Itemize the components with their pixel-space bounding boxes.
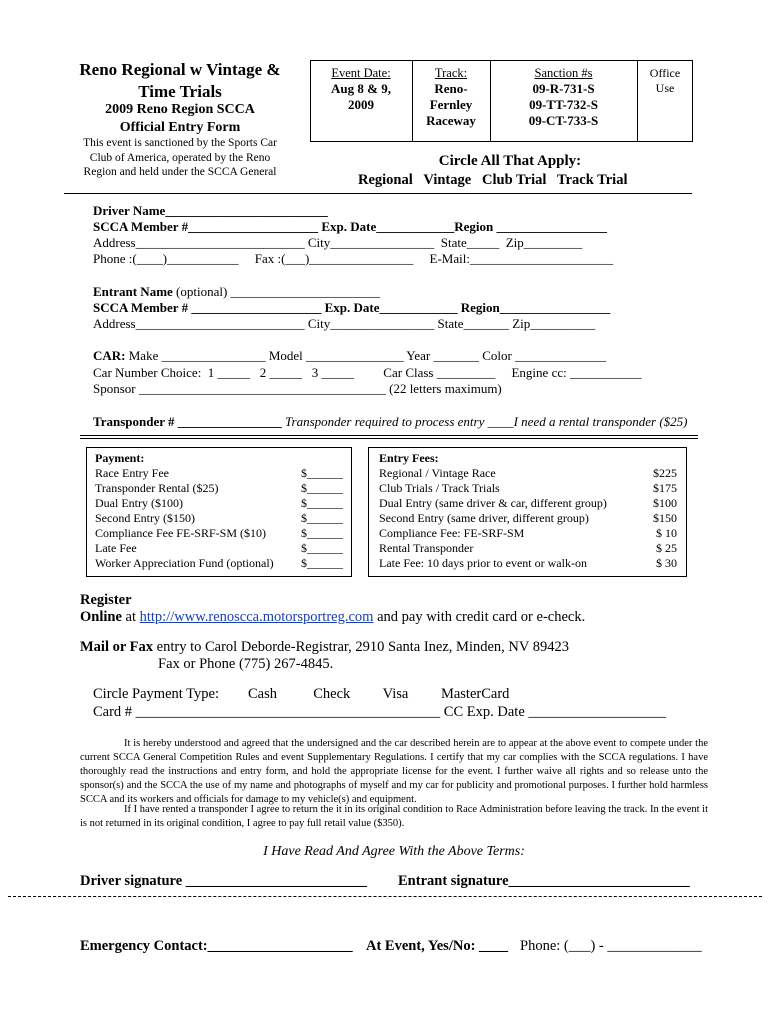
header-right-rule <box>310 193 692 194</box>
entrant-address-field[interactable]: Address__________________________ City________________ State_______ Zip__________ <box>93 316 596 331</box>
fee-row <box>379 541 677 556</box>
fee-row-value: $ 25 <box>656 541 677 555</box>
transponder-label: Transponder # ________________ <box>93 414 282 429</box>
header-left-rule <box>64 193 310 194</box>
track-label: Track: <box>434 66 468 80</box>
fee-row-value: $ 10 <box>656 526 677 540</box>
office-use-2: Use <box>655 81 675 95</box>
form-subtitle-2: Official Entry Form <box>119 120 241 135</box>
payment-row-value[interactable]: $______ <box>301 511 343 525</box>
online-label: Online <box>80 609 122 625</box>
payment-row <box>95 526 343 541</box>
payment-row <box>95 556 343 571</box>
event-date-1: Aug 8 & 9, <box>331 81 391 96</box>
cut-line <box>8 896 762 897</box>
event-title-line2: Time Trials <box>138 82 222 101</box>
card-number-field[interactable]: Card # __________________________________________ CC Exp. Date ___________________ <box>93 704 667 720</box>
agreement-paragraph: It is hereby understood and agreed that the undersigned and the car described herein are to appear at the above event to compete under the current SCCA General Competition Rules and event Supplementary Regulations. I certify that my car complies with the SCCA regulations. I have thoroughly read the instructions and entry form, and hold the appropriate license for the event. I further waive all rights and so release unto the sponsor(s) and the SCCA the use of my name and photographs of myself and my car for publicity and promotional purposes. I further hold harmless SCCA and its workers and officials for damage to my vehicle(s) and equipment. <box>80 738 708 805</box>
payment-row-label: Dual Entry ($100) <box>95 496 183 510</box>
register-heading: Register <box>80 592 132 608</box>
payment-row-value[interactable]: $______ <box>301 496 343 510</box>
track-3: Raceway <box>426 113 476 128</box>
circle-heading: Circle All That Apply: <box>438 153 582 169</box>
form-subtitle-1: 2009 Reno Region SCCA <box>105 102 255 117</box>
event-date-2: 2009 <box>348 97 374 112</box>
online-rest: and pay with credit card or e-check. <box>373 609 586 625</box>
payment-list <box>95 466 343 571</box>
fax-phone-line: Fax or Phone (775) 267-4845. <box>158 656 334 672</box>
fee-row-label: Club Trials / Track Trials <box>379 481 500 495</box>
driver-phone-field[interactable]: Phone :(____)___________ Fax :(___)________________ E-Mail:______________________ <box>93 251 613 266</box>
entrant-signature-field[interactable]: Entrant signature_________________________ <box>398 873 690 889</box>
section-rule <box>80 435 698 436</box>
entry-fees-heading: Entry Fees: <box>379 451 439 465</box>
driver-address-field[interactable]: Address__________________________ City________________ State_____ Zip_________ <box>93 235 583 250</box>
transponder-field[interactable] <box>93 414 688 430</box>
mail-fax-address: entry to Carol Deborde-Registrar, 2910 Santa Inez, Minden, NV 89423 <box>153 639 569 655</box>
entrant-scca-member-field[interactable]: SCCA Member # ____________________ Exp. Date____________ Region_________________ <box>93 300 611 315</box>
car-number-field[interactable]: Car Number Choice: 1 _____ 2 _____ 3 _____ Car Class _________ Engine cc: ___________ <box>93 365 642 380</box>
fee-row <box>379 526 677 541</box>
fee-row-value: $175 <box>653 481 677 495</box>
fee-row-value: $ 30 <box>656 556 677 570</box>
payment-row-value[interactable]: $______ <box>301 541 343 555</box>
driver-signature-field[interactable]: Driver signature _________________________ <box>80 873 368 889</box>
car-make-line: Make ________________ Model _______________ Year _______ Color ______________ <box>125 348 607 363</box>
fee-row-label: Dual Entry (same driver & car, different group) <box>379 496 607 510</box>
sponsor-field[interactable]: Sponsor ______________________________________ (22 letters maximum) <box>93 381 502 396</box>
sanction-label: Sanction #s <box>534 66 593 80</box>
sanction-note-3: Region and held under the SCCA General <box>83 166 277 178</box>
payment-row-label: Second Entry ($150) <box>95 511 195 525</box>
sanction-note-2: Club of America, operated by the Reno <box>89 152 271 164</box>
agree-statement: I Have Read And Agree With the Above Terms: <box>263 844 525 859</box>
payment-row <box>95 466 343 481</box>
fee-row-label: Second Entry (same driver, different group) <box>379 511 589 525</box>
emergency-contact-field[interactable]: Emergency Contact:____________________ <box>80 938 353 954</box>
fee-row-value: $150 <box>653 511 677 525</box>
fee-row-label: Rental Transponder <box>379 541 474 555</box>
online-at: at <box>121 609 140 625</box>
at-event-field[interactable]: At Event, Yes/No: ____ <box>366 938 509 954</box>
fee-row-label: Regional / Vintage Race <box>379 466 496 480</box>
payment-row <box>95 481 343 496</box>
payment-row-label: Race Entry Fee <box>95 466 169 480</box>
event-title-line1: Reno Regional w Vintage & <box>79 60 281 79</box>
mail-fax-line <box>80 639 569 656</box>
payment-type-options[interactable]: Circle Payment Type: Cash Check Visa MasterCard <box>93 686 510 702</box>
fee-row <box>379 496 677 511</box>
sanction-3: 09-CT-733-S <box>528 113 599 128</box>
fee-row <box>379 481 677 496</box>
sanction-1: 09-R-731-S <box>532 81 595 96</box>
transponder-agreement-paragraph: If I have rented a transponder I agree to return the it in its original condition to Race Administration before leaving the track. In the event it is not returned in its original condition, I agree to pay full retail value ($350). <box>80 804 709 829</box>
fee-row <box>379 511 677 526</box>
registration-link[interactable]: http://www.renoscca.motorsportreg.com <box>139 609 374 625</box>
section-rule <box>80 438 698 439</box>
register-online-line <box>80 609 585 626</box>
payment-row <box>95 541 343 556</box>
driver-name-field[interactable]: Driver Name_________________________ <box>93 203 328 218</box>
fee-row-label: Late Fee: 10 days prior to event or walk-on <box>379 556 587 570</box>
payment-row <box>95 511 343 526</box>
payment-row-value[interactable]: $______ <box>301 556 343 570</box>
fee-row-label: Compliance Fee: FE-SRF-SM <box>379 526 525 540</box>
car-label: CAR: <box>93 348 126 363</box>
track-1: Reno- <box>434 81 468 96</box>
payment-row-label: Compliance Fee FE-SRF-SM ($10) <box>95 526 266 540</box>
driver-scca-member-field[interactable]: SCCA Member #____________________ Exp. Date____________Region _________________ <box>93 219 607 234</box>
payment-row-label: Late Fee <box>95 541 137 555</box>
track-2: Fernley <box>429 97 473 112</box>
car-make-field[interactable] <box>93 348 606 364</box>
office-use-1: Office <box>649 66 681 80</box>
sanction-2: 09-TT-732-S <box>529 97 598 112</box>
payment-row-label: Transponder Rental ($25) <box>95 481 219 495</box>
fee-row <box>379 466 677 481</box>
emergency-phone-field[interactable]: Phone: (___) - _____________ <box>520 938 702 954</box>
event-type-options[interactable]: Regional Vintage Club Trial Track Trial <box>358 172 628 188</box>
transponder-note: Transponder required to process entry ____I need a rental transponder ($25) <box>281 414 688 429</box>
entry-fees-list <box>379 466 677 571</box>
payment-row <box>95 496 343 511</box>
entrant-name-label: Entrant Name <box>93 284 173 299</box>
sanction-note-1: This event is sanctioned by the Sports Car <box>83 137 277 149</box>
entrant-name-field[interactable] <box>93 284 380 300</box>
fee-row-value: $225 <box>653 466 677 480</box>
payment-row-value[interactable]: $______ <box>301 481 343 495</box>
payment-row-label: Worker Appreciation Fund (optional) <box>95 556 274 570</box>
entrant-name-blank: (optional) _______________________ <box>172 284 381 299</box>
event-date-label: Event Date: <box>331 66 391 80</box>
mail-fax-label: Mail or Fax <box>80 639 154 655</box>
fee-row-value: $100 <box>653 496 677 510</box>
fee-row <box>379 556 677 571</box>
payment-heading: Payment: <box>95 451 145 465</box>
payment-row-value[interactable]: $______ <box>301 526 343 540</box>
payment-row-value[interactable]: $______ <box>301 466 343 480</box>
